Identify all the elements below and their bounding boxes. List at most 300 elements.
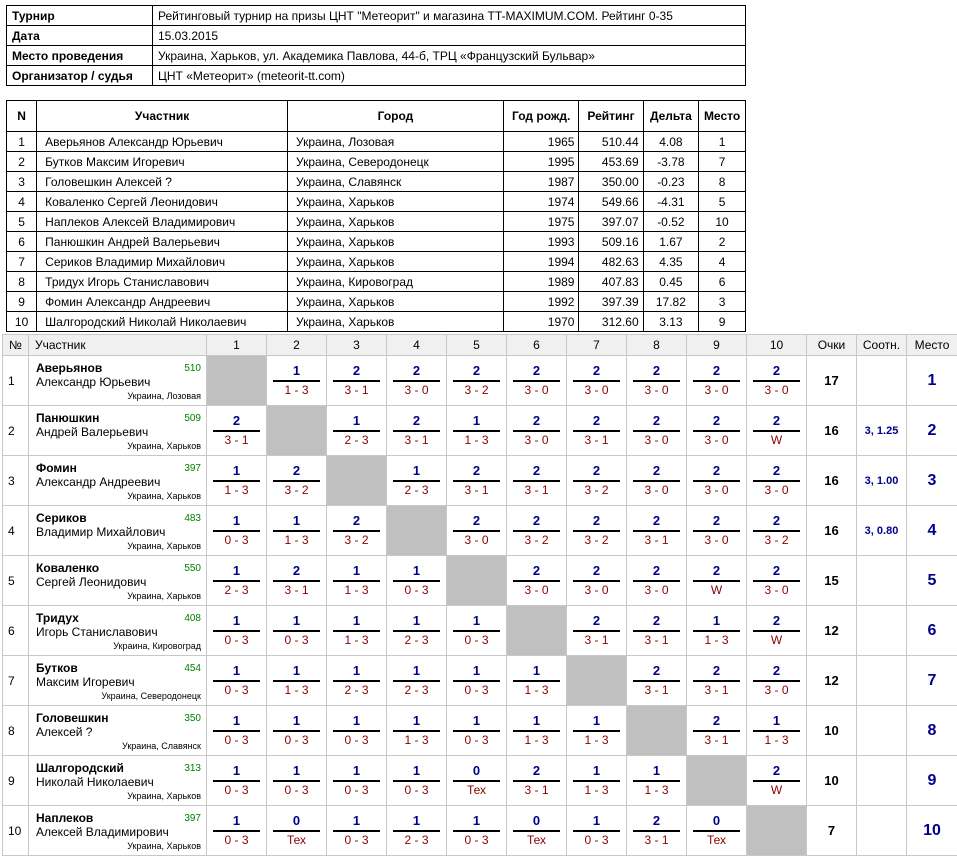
match-score: 0 - 3 xyxy=(344,733,369,747)
match-result-cell xyxy=(567,706,627,756)
match-result-cell xyxy=(327,806,387,856)
match-points: 2 xyxy=(273,463,320,482)
match-result-cell xyxy=(447,456,507,506)
cross-row xyxy=(3,806,957,856)
player-given-name: Игорь Станиславович xyxy=(36,625,158,639)
participant-city: Украина, Северодонецк xyxy=(287,152,503,172)
cross-row xyxy=(3,756,957,806)
match-score: 0 - 3 xyxy=(224,683,249,697)
participant-delta: 0.45 xyxy=(643,272,699,292)
match-points: 1 xyxy=(393,713,440,732)
match-points: 2 xyxy=(633,813,680,832)
match-points: 2 xyxy=(693,563,740,582)
participant-city: Украина, Лозовая xyxy=(287,132,503,152)
match-result-cell xyxy=(507,756,567,806)
player-place: 2 xyxy=(907,406,957,456)
participant-city: Украина, Харьков xyxy=(287,192,503,212)
participant-rating: 510.44 xyxy=(579,132,643,152)
participants-table xyxy=(6,100,746,332)
cross-header-ratio: Соотн. xyxy=(857,335,907,356)
participant-rating: 549.66 xyxy=(579,192,643,212)
player-place: 4 xyxy=(907,506,957,556)
match-result-cell xyxy=(267,506,327,556)
table-row xyxy=(7,212,746,232)
match-score: 3 - 1 xyxy=(644,533,669,547)
match-points: 2 xyxy=(633,413,680,432)
participant-rating: 509.16 xyxy=(579,232,643,252)
match-points: 1 xyxy=(573,713,620,732)
match-result-cell xyxy=(207,406,267,456)
match-result-cell xyxy=(387,756,447,806)
player-rating: 510 xyxy=(184,363,201,374)
player-rating: 550 xyxy=(184,563,201,574)
player-ratio: 3, 1.25 xyxy=(857,406,907,456)
match-result-cell xyxy=(387,656,447,706)
match-result-cell xyxy=(387,806,447,856)
match-score: 1 - 3 xyxy=(704,633,729,647)
match-score: 0 - 3 xyxy=(224,733,249,747)
player-rating: 483 xyxy=(184,513,201,524)
player-ratio xyxy=(857,806,907,856)
match-score: 3 - 1 xyxy=(524,783,549,797)
participant-rating: 453.69 xyxy=(579,152,643,172)
match-score: 2 - 3 xyxy=(404,633,429,647)
player-given-name: Алексей Владимирович xyxy=(36,825,169,839)
match-score: 0 - 3 xyxy=(284,783,309,797)
match-score: 1 - 3 xyxy=(644,783,669,797)
match-points: 2 xyxy=(393,413,440,432)
match-result-cell xyxy=(507,456,567,506)
match-result-cell xyxy=(567,356,627,406)
participant-delta: 3.13 xyxy=(643,312,699,332)
match-points: 2 xyxy=(753,763,800,782)
match-result-cell xyxy=(687,456,747,506)
match-points: 2 xyxy=(573,413,620,432)
cross-row-number: 8 xyxy=(3,706,29,756)
player-city: Украина, Харьков xyxy=(127,491,201,501)
header-n: N xyxy=(7,101,37,132)
match-points: 1 xyxy=(453,413,500,432)
match-score: 3 - 0 xyxy=(584,583,609,597)
match-result-cell xyxy=(267,356,327,406)
match-score: 3 - 1 xyxy=(404,433,429,447)
match-score: W xyxy=(770,433,783,447)
match-points: 1 xyxy=(573,813,620,832)
match-score: 3 - 0 xyxy=(764,483,789,497)
match-result-cell xyxy=(267,656,327,706)
match-score: 1 - 3 xyxy=(284,533,309,547)
match-score: 3 - 0 xyxy=(524,433,549,447)
player-surname: Наплеков xyxy=(36,811,94,825)
match-score: 1 - 3 xyxy=(284,383,309,397)
match-result-cell xyxy=(747,606,807,656)
match-points: 2 xyxy=(513,463,560,482)
info-value: ЦНТ «Метеорит» (meteorit-tt.com) xyxy=(153,66,746,86)
match-points: 2 xyxy=(753,463,800,482)
cross-row xyxy=(3,406,957,456)
match-score: 3 - 0 xyxy=(764,383,789,397)
match-score: 3 - 1 xyxy=(644,683,669,697)
match-result-cell xyxy=(627,506,687,556)
match-score: 3 - 1 xyxy=(284,583,309,597)
cross-header-points: Очки xyxy=(807,335,857,356)
match-result-cell xyxy=(207,456,267,506)
match-result-cell xyxy=(387,556,447,606)
participant-year: 1975 xyxy=(503,212,579,232)
match-result-cell xyxy=(447,756,507,806)
participant-name: Шалгородский Николай Николаевич xyxy=(37,312,288,332)
cross-row-number: 2 xyxy=(3,406,29,456)
participant-year: 1989 xyxy=(503,272,579,292)
match-points: 2 xyxy=(693,463,740,482)
match-points: 1 xyxy=(213,513,260,532)
match-result-cell xyxy=(207,656,267,706)
cross-row-number: 9 xyxy=(3,756,29,806)
match-points: 0 xyxy=(273,813,320,832)
match-points: 1 xyxy=(213,813,260,832)
participant-number: 9 xyxy=(7,292,37,312)
header-year: Год рожд. xyxy=(503,101,579,132)
match-result-cell xyxy=(387,356,447,406)
match-score: 3 - 1 xyxy=(224,433,249,447)
info-row xyxy=(7,46,746,66)
participant-city: Украина, Харьков xyxy=(287,252,503,272)
match-points: 2 xyxy=(693,413,740,432)
player-rating: 397 xyxy=(184,463,201,474)
match-score: 3 - 0 xyxy=(764,583,789,597)
self-match-cell xyxy=(627,706,687,756)
match-points: 2 xyxy=(753,563,800,582)
match-score: 3 - 1 xyxy=(644,833,669,847)
match-score: 0 - 3 xyxy=(344,783,369,797)
participant-city: Украина, Славянск xyxy=(287,172,503,192)
match-result-cell xyxy=(627,356,687,406)
player-rating: 408 xyxy=(184,613,201,624)
match-score: 3 - 0 xyxy=(464,533,489,547)
player-surname: Сериков xyxy=(36,511,87,525)
match-points: 2 xyxy=(753,663,800,682)
match-points: 1 xyxy=(453,613,500,632)
match-score: 1 - 3 xyxy=(524,733,549,747)
match-score: 0 - 3 xyxy=(404,583,429,597)
player-points: 16 xyxy=(807,456,857,506)
player-given-name: Александр Андреевич xyxy=(36,475,161,489)
participant-place: 9 xyxy=(699,312,746,332)
match-points: 2 xyxy=(333,363,380,382)
match-points: 1 xyxy=(453,713,500,732)
player-city: Украина, Харьков xyxy=(127,791,201,801)
match-points: 1 xyxy=(333,563,380,582)
match-result-cell xyxy=(447,356,507,406)
match-result-cell xyxy=(567,506,627,556)
cross-player-cell xyxy=(29,806,207,856)
participant-number: 10 xyxy=(7,312,37,332)
player-ratio: 3, 1.00 xyxy=(857,456,907,506)
player-surname: Панюшкин xyxy=(36,411,100,425)
player-rating: 350 xyxy=(184,713,201,724)
match-points: 1 xyxy=(213,463,260,482)
player-surname: Коваленко xyxy=(36,561,100,575)
participant-delta: -3.78 xyxy=(643,152,699,172)
participant-delta: -4.31 xyxy=(643,192,699,212)
participant-rating: 350.00 xyxy=(579,172,643,192)
match-points: 2 xyxy=(633,663,680,682)
match-points: 1 xyxy=(753,713,800,732)
match-score: 1 - 3 xyxy=(284,683,309,697)
table-row xyxy=(7,252,746,272)
info-row xyxy=(7,6,746,26)
participant-delta: 4.35 xyxy=(643,252,699,272)
match-score: Тех xyxy=(526,833,547,847)
match-result-cell xyxy=(627,606,687,656)
match-result-cell xyxy=(447,606,507,656)
info-label: Место проведения xyxy=(7,46,153,66)
match-points: 1 xyxy=(393,663,440,682)
header-place: Место xyxy=(699,101,746,132)
participant-place: 6 xyxy=(699,272,746,292)
match-score: 0 - 3 xyxy=(404,783,429,797)
table-row xyxy=(7,132,746,152)
match-score: 3 - 0 xyxy=(704,483,729,497)
cross-row-number: 4 xyxy=(3,506,29,556)
match-result-cell xyxy=(567,556,627,606)
cross-player-cell xyxy=(29,556,207,606)
player-city: Украина, Харьков xyxy=(127,441,201,451)
match-result-cell xyxy=(447,706,507,756)
participant-rating: 397.39 xyxy=(579,292,643,312)
match-result-cell xyxy=(627,456,687,506)
match-score: 0 - 3 xyxy=(224,633,249,647)
participant-place: 2 xyxy=(699,232,746,252)
player-surname: Тридух xyxy=(36,611,79,625)
match-points: 1 xyxy=(393,613,440,632)
match-score: 3 - 0 xyxy=(704,433,729,447)
participant-delta: 4.08 xyxy=(643,132,699,152)
match-result-cell xyxy=(267,556,327,606)
match-result-cell xyxy=(567,606,627,656)
match-points: 2 xyxy=(633,463,680,482)
self-match-cell xyxy=(327,456,387,506)
match-score: Тех xyxy=(286,833,307,847)
participant-year: 1987 xyxy=(503,172,579,192)
match-score: Тех xyxy=(706,833,727,847)
match-score: 3 - 1 xyxy=(584,433,609,447)
match-result-cell xyxy=(687,806,747,856)
player-place: 10 xyxy=(907,806,957,856)
table-row xyxy=(7,312,746,332)
match-points: 2 xyxy=(513,563,560,582)
player-place: 1 xyxy=(907,356,957,406)
match-points: 2 xyxy=(393,363,440,382)
player-given-name: Николай Николаевич xyxy=(36,775,154,789)
participant-city: Украина, Харьков xyxy=(287,232,503,252)
player-rating: 509 xyxy=(184,413,201,424)
participant-number: 3 xyxy=(7,172,37,192)
participant-place: 1 xyxy=(699,132,746,152)
match-points: 1 xyxy=(633,763,680,782)
match-score: 0 - 3 xyxy=(284,633,309,647)
player-place: 6 xyxy=(907,606,957,656)
player-given-name: Александр Юрьевич xyxy=(36,375,151,389)
match-result-cell xyxy=(507,656,567,706)
match-score: 3 - 0 xyxy=(524,383,549,397)
match-result-cell xyxy=(267,606,327,656)
cross-row xyxy=(3,656,957,706)
player-city: Украина, Кировоград xyxy=(113,641,201,651)
match-score: 3 - 0 xyxy=(404,383,429,397)
participant-place: 10 xyxy=(699,212,746,232)
match-result-cell xyxy=(507,356,567,406)
match-result-cell xyxy=(627,556,687,606)
match-points: 1 xyxy=(513,713,560,732)
cross-player-cell xyxy=(29,706,207,756)
match-score: 3 - 1 xyxy=(584,633,609,647)
match-result-cell xyxy=(327,756,387,806)
match-score: 2 - 3 xyxy=(344,683,369,697)
participant-number: 8 xyxy=(7,272,37,292)
match-result-cell xyxy=(207,756,267,806)
player-points: 10 xyxy=(807,756,857,806)
match-score: 0 - 3 xyxy=(224,833,249,847)
table-row xyxy=(7,292,746,312)
match-points: 1 xyxy=(213,713,260,732)
header-participant: Участник xyxy=(37,101,288,132)
self-match-cell xyxy=(207,356,267,406)
match-result-cell xyxy=(327,706,387,756)
match-score: 3 - 1 xyxy=(524,483,549,497)
match-result-cell xyxy=(207,506,267,556)
match-score: W xyxy=(770,783,783,797)
cross-header-row xyxy=(3,335,957,356)
player-ratio xyxy=(857,356,907,406)
match-points: 2 xyxy=(693,363,740,382)
match-score: 3 - 0 xyxy=(704,533,729,547)
cross-row-number: 7 xyxy=(3,656,29,706)
cross-row xyxy=(3,356,957,406)
match-result-cell xyxy=(207,606,267,656)
match-points: 2 xyxy=(573,613,620,632)
match-result-cell xyxy=(387,706,447,756)
player-place: 3 xyxy=(907,456,957,506)
table-row xyxy=(7,192,746,212)
match-points: 2 xyxy=(633,613,680,632)
player-city: Украина, Харьков xyxy=(127,541,201,551)
cross-row-number: 3 xyxy=(3,456,29,506)
cross-header-col: 2 xyxy=(267,335,327,356)
match-points: 1 xyxy=(453,813,500,832)
player-city: Украина, Харьков xyxy=(127,591,201,601)
player-ratio xyxy=(857,756,907,806)
cross-row xyxy=(3,706,957,756)
table-row xyxy=(7,172,746,192)
match-result-cell xyxy=(747,356,807,406)
match-points: 2 xyxy=(753,613,800,632)
participant-number: 5 xyxy=(7,212,37,232)
participant-year: 1994 xyxy=(503,252,579,272)
participant-year: 1995 xyxy=(503,152,579,172)
match-result-cell xyxy=(267,806,327,856)
match-points: 1 xyxy=(693,613,740,632)
match-result-cell xyxy=(387,606,447,656)
match-score: 3 - 0 xyxy=(524,583,549,597)
match-result-cell xyxy=(507,556,567,606)
match-score: 3 - 1 xyxy=(644,633,669,647)
match-points: 2 xyxy=(693,663,740,682)
match-result-cell xyxy=(507,506,567,556)
cross-row xyxy=(3,506,957,556)
player-rating: 313 xyxy=(184,763,201,774)
player-place: 8 xyxy=(907,706,957,756)
match-points: 2 xyxy=(453,363,500,382)
match-points: 2 xyxy=(633,363,680,382)
cross-row xyxy=(3,556,957,606)
participant-year: 1992 xyxy=(503,292,579,312)
match-points: 2 xyxy=(693,713,740,732)
self-match-cell xyxy=(447,556,507,606)
match-points: 2 xyxy=(513,413,560,432)
player-given-name: Владимир Михайлович xyxy=(36,525,166,539)
cross-header-col: 7 xyxy=(567,335,627,356)
match-score: 0 - 3 xyxy=(224,783,249,797)
match-points: 2 xyxy=(573,563,620,582)
participant-place: 8 xyxy=(699,172,746,192)
match-result-cell xyxy=(687,506,747,556)
participant-city: Украина, Кировоград xyxy=(287,272,503,292)
match-score: Тех xyxy=(466,783,487,797)
match-score: 3 - 0 xyxy=(704,383,729,397)
cross-table xyxy=(2,334,957,856)
match-points: 2 xyxy=(213,413,260,432)
participant-number: 4 xyxy=(7,192,37,212)
match-score: W xyxy=(770,633,783,647)
match-result-cell xyxy=(567,456,627,506)
self-match-cell xyxy=(507,606,567,656)
participant-delta: 17.82 xyxy=(643,292,699,312)
match-score: 1 - 3 xyxy=(584,783,609,797)
participant-name: Головешкин Алексей ? xyxy=(37,172,288,192)
player-ratio xyxy=(857,606,907,656)
info-value: 15.03.2015 xyxy=(153,26,746,46)
match-points: 1 xyxy=(273,363,320,382)
participant-city: Украина, Харьков xyxy=(287,212,503,232)
match-points: 1 xyxy=(213,763,260,782)
match-result-cell xyxy=(747,406,807,456)
match-result-cell xyxy=(747,456,807,506)
participant-year: 1965 xyxy=(503,132,579,152)
cross-header-col: 8 xyxy=(627,335,687,356)
match-points: 1 xyxy=(513,663,560,682)
player-surname: Аверьянов xyxy=(36,361,103,375)
cross-player-cell xyxy=(29,456,207,506)
participant-city: Украина, Харьков xyxy=(287,292,503,312)
match-points: 1 xyxy=(273,713,320,732)
match-score: 2 - 3 xyxy=(224,583,249,597)
participant-rating: 397.07 xyxy=(579,212,643,232)
match-points: 2 xyxy=(693,513,740,532)
self-match-cell xyxy=(747,806,807,856)
match-result-cell xyxy=(747,556,807,606)
player-surname: Головешкин xyxy=(36,711,109,725)
player-points: 12 xyxy=(807,656,857,706)
match-score: 3 - 0 xyxy=(644,383,669,397)
participant-number: 1 xyxy=(7,132,37,152)
cross-header-player: Участник xyxy=(29,335,207,356)
match-points: 2 xyxy=(273,563,320,582)
player-given-name: Алексей ? xyxy=(36,725,93,739)
player-surname: Бутков xyxy=(36,661,78,675)
participant-name: Бутков Максим Игоревич xyxy=(37,152,288,172)
match-result-cell xyxy=(627,656,687,706)
